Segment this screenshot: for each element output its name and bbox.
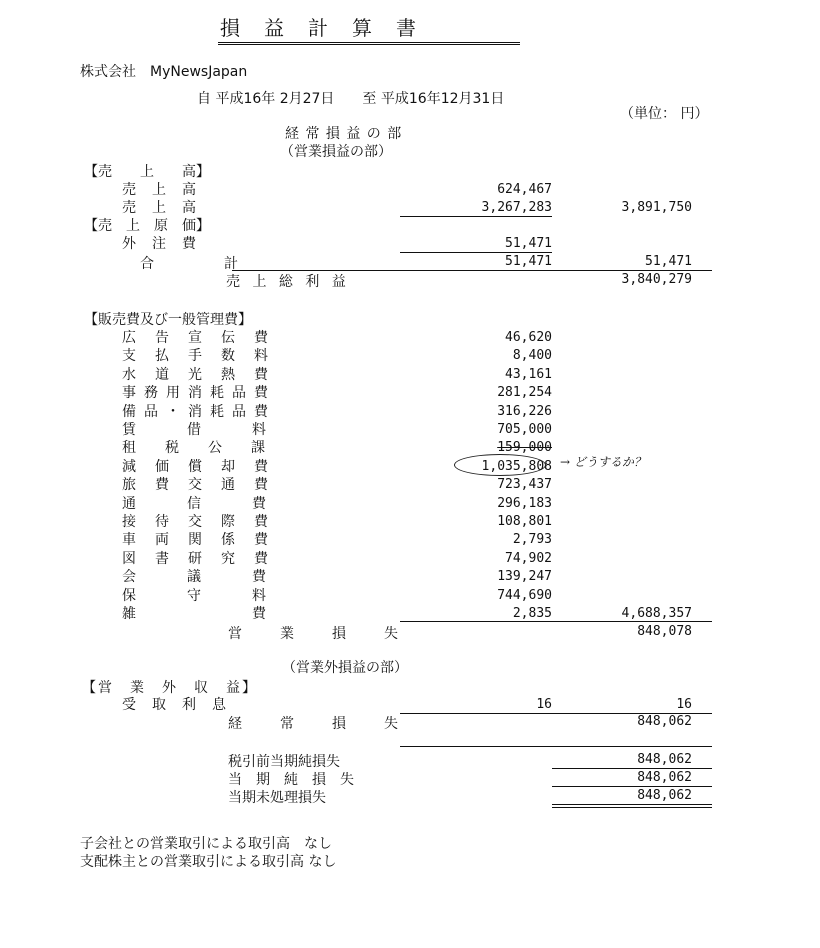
sga-item-amount: 74,902	[505, 551, 552, 566]
sub-nonoperating: （営業外損益の部）	[282, 660, 408, 676]
nonop-header: 【営 業 外 収 益】	[82, 680, 258, 696]
sga-item-label: 賃借料	[122, 422, 317, 438]
sga-item-label: 雑費	[122, 606, 382, 622]
net-loss-label: 当 期 純 損 失	[228, 772, 354, 788]
sga-item-label: 会議費	[122, 569, 317, 585]
sga-item-label: 広告宣伝費	[122, 330, 287, 346]
sga-item-amount: 139,247	[497, 569, 552, 584]
sga-item-label: 接待交際費	[122, 514, 287, 530]
unappropriated-loss-total: 848,062	[637, 788, 692, 803]
handwritten-circle	[454, 454, 546, 476]
footnote-parent: 支配株主との営業取引による取引高 なし	[80, 854, 337, 870]
fiscal-period: 自 平成16年 2月27日 至 平成16年12月31日	[197, 91, 505, 107]
handwritten-note: → どうするか？	[560, 455, 646, 469]
nonop-item-total: 16	[676, 697, 692, 712]
sga-item-label: 減価償却費	[122, 459, 287, 475]
sga-item-amount: 723,437	[497, 477, 552, 492]
cogs-item-amount: 51,471	[505, 236, 552, 251]
gross-profit-label: 売 上 総 利 益	[226, 274, 350, 290]
sales-amount-1: 624,467	[497, 182, 552, 197]
sga-item-label: 車両関係費	[122, 532, 287, 548]
ordinary-loss-total: 848,062	[637, 714, 692, 729]
operating-loss-total: 848,078	[637, 624, 692, 639]
sga-item-label: 支払手数料	[122, 348, 287, 364]
document-title: 損益計算書	[220, 16, 440, 40]
cogs-rule-2	[232, 270, 712, 271]
sga-total: 4,688,357	[621, 606, 692, 621]
sga-item-label: 図書研究費	[122, 551, 287, 567]
nonop-item-label: 受取利息	[122, 697, 242, 713]
unit-label: （単位： 円）	[620, 106, 709, 122]
sga-item-amount: 2,793	[512, 532, 552, 547]
company-name: 株式会社 MyNewsJapan	[80, 64, 248, 80]
pretax-loss-label: 税引前当期純損失	[228, 754, 340, 770]
unappropriated-loss-label: 当期未処理損失	[228, 790, 326, 806]
sga-item-amount: 8,400	[512, 348, 552, 363]
sga-item-amount: 108,801	[497, 514, 552, 529]
sub-operating: （営業損益の部）	[280, 144, 392, 160]
cogs-header: 【売 上 原 価】	[84, 218, 210, 234]
nonop-item-amount: 16	[536, 697, 552, 712]
title-underline-2	[218, 44, 520, 45]
sga-item-label: 旅費交通費	[122, 477, 287, 493]
sales-amount-2: 3,267,283	[481, 200, 552, 215]
final-double-rule	[552, 804, 712, 808]
sales-header: 【売 上 高】	[84, 164, 210, 180]
ordinary-loss-label: 経 常 損 失	[228, 716, 410, 732]
sales-total: 3,891,750	[621, 200, 692, 215]
net-loss-total: 848,062	[637, 770, 692, 785]
cogs-total-label: 合計	[140, 256, 308, 272]
gross-profit-total: 3,840,279	[621, 272, 692, 287]
cogs-total-amount: 51,471	[505, 254, 552, 269]
pretax-rule	[552, 768, 712, 769]
sga-item-amount: 1,035,808	[481, 459, 552, 474]
pretax-top-rule	[400, 746, 712, 747]
sga-item-amount: 744,690	[497, 588, 552, 603]
cogs-item-label: 外注費	[122, 236, 212, 252]
pretax-loss-total: 848,062	[637, 752, 692, 767]
sga-item-label: 備品・消耗品費	[122, 404, 276, 420]
sales-label-1: 売上高	[122, 182, 212, 198]
sga-item-label: 租税公課	[122, 440, 294, 456]
sga-item-amount: 2,835	[512, 606, 552, 621]
sga-header: 【販売費及び一般管理費】	[84, 312, 252, 328]
net-loss-rule	[552, 786, 712, 787]
sga-item-amount: 316,226	[497, 404, 552, 419]
sga-item-label: 保守料	[122, 588, 317, 604]
sga-item-amount: 705,000	[497, 422, 552, 437]
sga-item-amount: 281,254	[497, 385, 552, 400]
sga-item-label: 水道光熱費	[122, 367, 287, 383]
sga-item-label: 通信費	[122, 496, 317, 512]
sales-rule	[400, 216, 552, 217]
cogs-rule-1	[400, 252, 552, 253]
sga-item-amount: 46,620	[505, 330, 552, 345]
sales-label-2: 売上高	[122, 200, 212, 216]
title-underline	[218, 42, 520, 43]
sga-item-label: 事務用消耗品費	[122, 385, 276, 401]
cogs-total: 51,471	[645, 254, 692, 269]
sga-item-amount: 296,183	[497, 496, 552, 511]
operating-loss-label: 営 業 損 失	[228, 626, 410, 642]
sga-item-amount: 43,161	[505, 367, 552, 382]
footnote-subsidiary: 子会社との営業取引による取引高 なし	[80, 836, 332, 852]
sga-item-amount: 159,000	[497, 440, 552, 455]
section-ordinary: 経 常 損 益 の 部	[285, 126, 403, 142]
